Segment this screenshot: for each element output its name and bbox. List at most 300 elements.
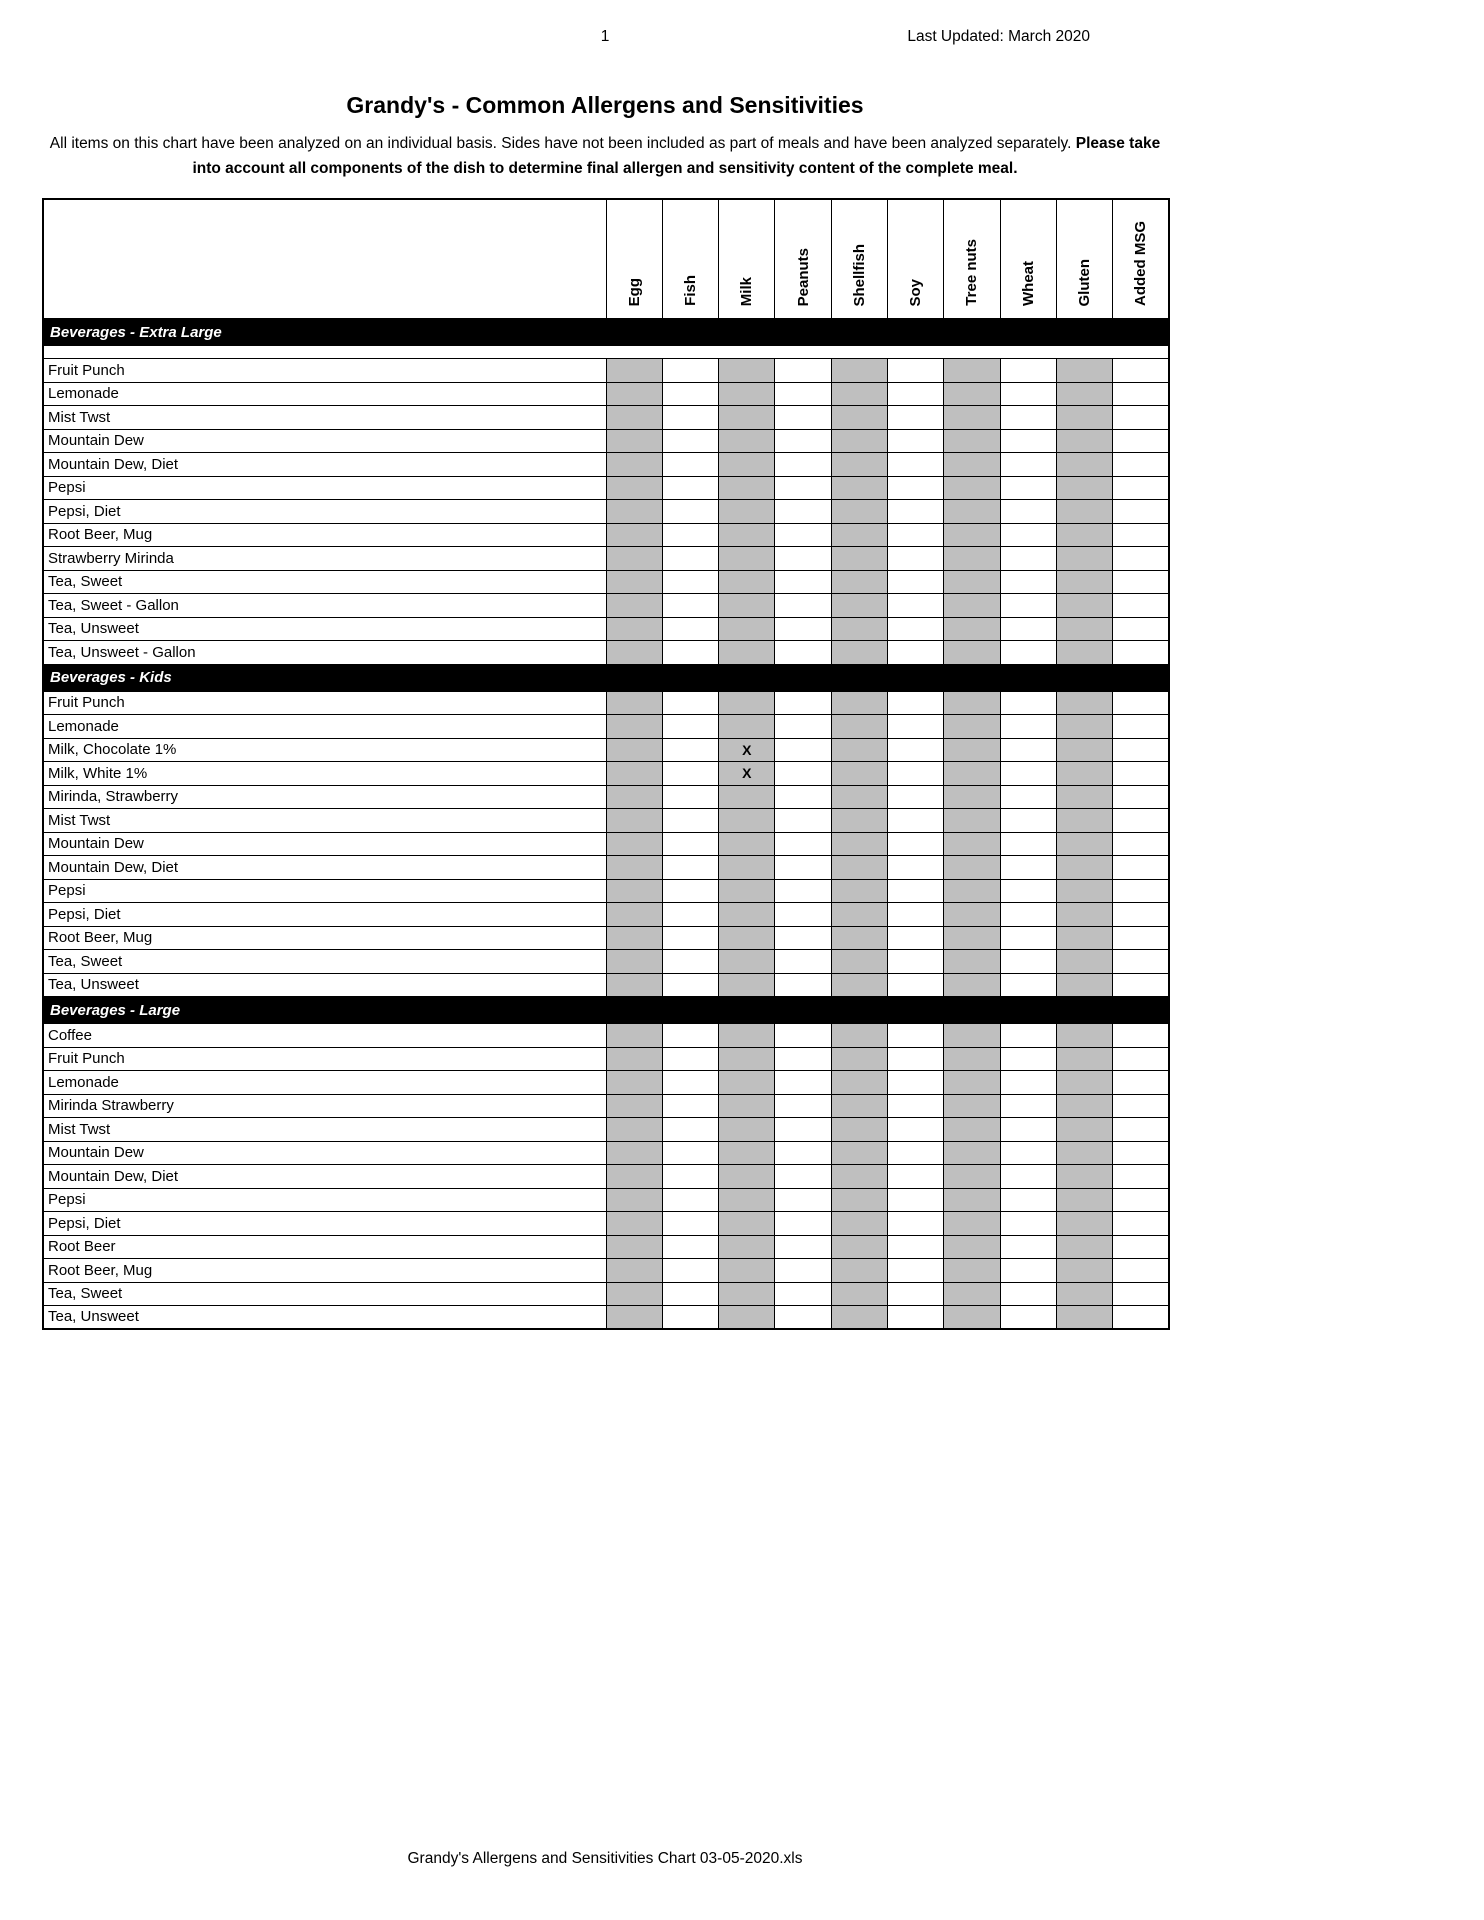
allergen-cell [662, 476, 718, 500]
allergen-cell [1000, 1306, 1056, 1330]
allergen-cell [606, 762, 662, 786]
allergen-cell [1113, 785, 1169, 809]
allergen-cell [719, 1188, 775, 1212]
allergen-cell [606, 617, 662, 641]
allergen-cell [662, 903, 718, 927]
item-name-cell: Milk, White 1% [43, 762, 606, 786]
allergen-cell [887, 1306, 943, 1330]
allergen-cell [1113, 1188, 1169, 1212]
table-row [43, 382, 1169, 406]
table-row [43, 856, 1169, 880]
allergen-cell [1056, 1024, 1112, 1048]
allergen-cell [1113, 1071, 1169, 1095]
allergen-cell [1000, 691, 1056, 715]
table-body [43, 319, 1169, 1330]
allergen-cell [606, 641, 662, 665]
allergen-cell [887, 1212, 943, 1236]
allergen-cell [775, 594, 831, 618]
allergen-cell [662, 406, 718, 430]
column-header-label: Wheat [1019, 261, 1037, 307]
allergen-cell [662, 429, 718, 453]
allergen-cell [887, 1259, 943, 1283]
allergen-cell [887, 547, 943, 571]
allergen-cell [719, 691, 775, 715]
allergen-cell [606, 1118, 662, 1142]
allergen-cell [1113, 594, 1169, 618]
allergen-mark-cell: X [719, 762, 775, 786]
allergen-cell [719, 382, 775, 406]
allergen-cell [606, 691, 662, 715]
allergen-cell [1000, 903, 1056, 927]
table-row [43, 1118, 1169, 1142]
item-name-cell: Mountain Dew, Diet [43, 453, 606, 477]
allergen-cell [1000, 1141, 1056, 1165]
allergen-cell [719, 926, 775, 950]
allergen-cell [775, 738, 831, 762]
allergen-cell [775, 476, 831, 500]
allergen-cell [662, 1141, 718, 1165]
allergen-cell [606, 500, 662, 524]
allergen-cell [1000, 950, 1056, 974]
item-name-cell: Fruit Punch [43, 1047, 606, 1071]
allergen-cell [662, 785, 718, 809]
item-name-cell: Pepsi [43, 1188, 606, 1212]
allergen-cell [944, 1235, 1000, 1259]
item-name-cell: Lemonade [43, 1071, 606, 1095]
item-name-cell: Lemonade [43, 715, 606, 739]
table-row [43, 359, 1169, 383]
allergen-cell [1113, 1306, 1169, 1330]
allergen-cell [606, 1212, 662, 1236]
allergen-cell [1000, 856, 1056, 880]
allergen-cell [606, 523, 662, 547]
item-name-cell: Milk, Chocolate 1% [43, 738, 606, 762]
allergen-cell [887, 926, 943, 950]
item-name-cell: Mountain Dew [43, 429, 606, 453]
footer-filename: Grandy's Allergens and Sensitivities Chart 03-05-2020.xls [407, 1850, 803, 1867]
section-header: Beverages - Kids [43, 664, 1169, 691]
allergen-cell [1113, 856, 1169, 880]
allergen-cell [887, 950, 943, 974]
allergen-cell [1056, 1071, 1112, 1095]
allergen-cell [1113, 570, 1169, 594]
allergen-cell [831, 1094, 887, 1118]
allergen-cell [719, 1282, 775, 1306]
allergen-cell [1000, 926, 1056, 950]
allergen-cell [887, 476, 943, 500]
allergen-cell [887, 429, 943, 453]
allergen-cell [606, 1141, 662, 1165]
allergen-cell [719, 1071, 775, 1095]
allergen-cell [1056, 879, 1112, 903]
allergen-cell [1113, 832, 1169, 856]
allergen-cell [775, 1047, 831, 1071]
section-header-row [43, 997, 1169, 1024]
allergen-cell [662, 1235, 718, 1259]
spacer-cell [43, 346, 1169, 359]
allergen-cell [719, 1165, 775, 1189]
allergen-cell [662, 950, 718, 974]
allergen-cell [606, 785, 662, 809]
item-name-cell: Tea, Unsweet [43, 973, 606, 997]
allergen-cell [662, 1165, 718, 1189]
allergen-cell [887, 691, 943, 715]
allergen-cell [606, 738, 662, 762]
allergen-cell [1113, 1024, 1169, 1048]
allergen-cell [719, 1024, 775, 1048]
allergen-cell [887, 617, 943, 641]
allergen-cell [606, 429, 662, 453]
allergen-cell [1056, 856, 1112, 880]
item-name-cell: Fruit Punch [43, 691, 606, 715]
allergen-cell [831, 1024, 887, 1048]
allergen-cell [662, 1094, 718, 1118]
allergen-cell [775, 879, 831, 903]
allergen-cell [831, 950, 887, 974]
column-header-label: Shellfish [850, 243, 868, 307]
allergen-cell [1000, 617, 1056, 641]
allergen-cell [944, 950, 1000, 974]
allergen-cell [662, 594, 718, 618]
allergen-cell [1000, 453, 1056, 477]
allergen-cell [831, 738, 887, 762]
item-name-cell: Coffee [43, 1024, 606, 1048]
allergen-cell [831, 1212, 887, 1236]
table-row [43, 476, 1169, 500]
allergen-cell [662, 715, 718, 739]
allergen-cell [719, 1259, 775, 1283]
allergen-cell [1056, 809, 1112, 833]
allergen-cell [887, 856, 943, 880]
table-row [43, 809, 1169, 833]
allergen-cell [831, 406, 887, 430]
allergen-cell [944, 453, 1000, 477]
allergen-cell [775, 903, 831, 927]
column-header-soy [887, 199, 943, 319]
allergen-cell [662, 1047, 718, 1071]
allergen-cell [662, 617, 718, 641]
allergen-cell [831, 879, 887, 903]
allergen-cell [831, 547, 887, 571]
allergen-cell [606, 1306, 662, 1330]
item-name-cell: Tea, Unsweet [43, 617, 606, 641]
allergen-cell [606, 359, 662, 383]
allergen-cell [662, 359, 718, 383]
allergen-cell [1000, 429, 1056, 453]
item-name-cell: Tea, Sweet - Gallon [43, 594, 606, 618]
spacer-row [43, 346, 1169, 359]
table-row [43, 523, 1169, 547]
item-name-cell: Root Beer, Mug [43, 926, 606, 950]
allergen-cell [944, 500, 1000, 524]
allergen-cell [1000, 973, 1056, 997]
allergen-cell [719, 617, 775, 641]
allergen-cell [775, 453, 831, 477]
allergen-cell [606, 1188, 662, 1212]
allergen-cell [831, 1071, 887, 1095]
allergen-cell [1056, 1188, 1112, 1212]
allergen-cell [831, 762, 887, 786]
allergen-cell [1113, 1141, 1169, 1165]
allergen-cell [606, 950, 662, 974]
item-name-cell: Mist Twst [43, 809, 606, 833]
table-row [43, 570, 1169, 594]
allergen-cell [944, 691, 1000, 715]
allergen-cell [1113, 359, 1169, 383]
item-name-cell: Mountain Dew, Diet [43, 856, 606, 880]
allergen-cell [887, 1165, 943, 1189]
allergen-cell [944, 1165, 1000, 1189]
allergen-cell [944, 594, 1000, 618]
allergen-cell [1000, 382, 1056, 406]
allergen-cell [1113, 973, 1169, 997]
allergen-cell [775, 359, 831, 383]
allergen-cell [719, 785, 775, 809]
allergen-cell [887, 1047, 943, 1071]
allergen-table [42, 198, 1170, 1331]
table-row [43, 1235, 1169, 1259]
table-row [43, 1141, 1169, 1165]
allergen-cell [1113, 1259, 1169, 1283]
allergen-cell [662, 691, 718, 715]
allergen-cell [662, 762, 718, 786]
allergen-cell [1113, 762, 1169, 786]
allergen-cell [1113, 1165, 1169, 1189]
allergen-cell [719, 950, 775, 974]
allergen-cell [719, 547, 775, 571]
item-name-cell: Pepsi [43, 476, 606, 500]
allergen-cell [1000, 1212, 1056, 1236]
allergen-cell [887, 738, 943, 762]
allergen-cell [662, 382, 718, 406]
intro-text: All items on this chart have been analyzed on an individual basis. Sides have not been included as part of meals and have been analyzed separately. [49, 135, 1076, 152]
allergen-cell [944, 738, 1000, 762]
allergen-cell [944, 809, 1000, 833]
page-header [42, 28, 1168, 48]
allergen-cell [831, 691, 887, 715]
allergen-cell [606, 856, 662, 880]
allergen-cell [1113, 382, 1169, 406]
allergen-cell [831, 641, 887, 665]
allergen-cell [1056, 1212, 1112, 1236]
allergen-cell [1056, 762, 1112, 786]
column-header-peanuts [775, 199, 831, 319]
allergen-cell [831, 973, 887, 997]
allergen-cell [775, 1118, 831, 1142]
allergen-cell [719, 406, 775, 430]
item-name-cell: Fruit Punch [43, 359, 606, 383]
allergen-cell [775, 1306, 831, 1330]
allergen-cell [1113, 691, 1169, 715]
allergen-cell [1000, 832, 1056, 856]
table-row [43, 926, 1169, 950]
allergen-cell [1000, 809, 1056, 833]
allergen-cell [1000, 1165, 1056, 1189]
allergen-cell [944, 1212, 1000, 1236]
allergen-cell [662, 1282, 718, 1306]
allergen-cell [775, 832, 831, 856]
allergen-cell [1113, 500, 1169, 524]
allergen-cell [775, 1141, 831, 1165]
allergen-cell [887, 832, 943, 856]
header-row [43, 199, 1169, 319]
column-header-label: Gluten [1076, 258, 1094, 307]
allergen-cell [887, 809, 943, 833]
allergen-cell [831, 1141, 887, 1165]
allergen-cell [719, 832, 775, 856]
allergen-cell [887, 641, 943, 665]
item-name-cell: Tea, Sweet [43, 950, 606, 974]
allergen-cell [887, 570, 943, 594]
allergen-cell [831, 594, 887, 618]
allergen-cell [887, 1188, 943, 1212]
corner-cell [43, 199, 606, 319]
item-name-cell: Lemonade [43, 382, 606, 406]
allergen-cell [775, 382, 831, 406]
allergen-cell [1056, 453, 1112, 477]
allergen-cell [1056, 382, 1112, 406]
allergen-cell [1000, 1047, 1056, 1071]
allergen-cell [1113, 1094, 1169, 1118]
allergen-cell [831, 715, 887, 739]
allergen-cell [775, 1024, 831, 1048]
allergen-cell [662, 547, 718, 571]
allergen-cell [1000, 1188, 1056, 1212]
allergen-cell [606, 903, 662, 927]
allergen-cell [887, 453, 943, 477]
allergen-cell [1056, 523, 1112, 547]
allergen-cell [831, 523, 887, 547]
allergen-cell [1056, 641, 1112, 665]
allergen-cell [1113, 453, 1169, 477]
item-name-cell: Pepsi, Diet [43, 500, 606, 524]
allergen-cell [944, 903, 1000, 927]
allergen-cell [719, 1306, 775, 1330]
item-name-cell: Pepsi [43, 879, 606, 903]
allergen-cell [1056, 950, 1112, 974]
item-name-cell: Mist Twst [43, 1118, 606, 1142]
allergen-cell [719, 1047, 775, 1071]
table-row [43, 879, 1169, 903]
allergen-cell [719, 359, 775, 383]
allergen-cell [719, 429, 775, 453]
allergen-cell [887, 1094, 943, 1118]
table-row [43, 1212, 1169, 1236]
allergen-cell [887, 406, 943, 430]
allergen-cell [1113, 406, 1169, 430]
table-row [43, 738, 1169, 762]
column-header-label: Milk [738, 276, 756, 307]
item-name-cell: Root Beer, Mug [43, 523, 606, 547]
allergen-cell [1056, 570, 1112, 594]
allergen-cell [775, 926, 831, 950]
table-header [43, 199, 1169, 319]
item-name-cell: Strawberry Mirinda [43, 547, 606, 571]
table-row [43, 641, 1169, 665]
allergen-cell [719, 1094, 775, 1118]
allergen-cell [775, 809, 831, 833]
allergen-cell [1113, 1212, 1169, 1236]
allergen-cell [1056, 429, 1112, 453]
item-name-cell: Root Beer [43, 1235, 606, 1259]
allergen-cell [606, 594, 662, 618]
item-name-cell: Tea, Unsweet - Gallon [43, 641, 606, 665]
allergen-cell [831, 476, 887, 500]
allergen-cell [719, 856, 775, 880]
allergen-cell [606, 832, 662, 856]
allergen-cell [606, 809, 662, 833]
allergen-cell [1113, 547, 1169, 571]
allergen-cell [1113, 809, 1169, 833]
allergen-cell [1113, 429, 1169, 453]
table-row [43, 617, 1169, 641]
allergen-cell [1113, 476, 1169, 500]
allergen-cell [662, 641, 718, 665]
allergen-cell [719, 641, 775, 665]
allergen-cell [662, 738, 718, 762]
allergen-cell [831, 1165, 887, 1189]
allergen-cell [775, 1165, 831, 1189]
allergen-cell [944, 1047, 1000, 1071]
table-row [43, 1071, 1169, 1095]
allergen-cell [662, 809, 718, 833]
allergen-cell [719, 523, 775, 547]
table-row [43, 691, 1169, 715]
allergen-cell [944, 1306, 1000, 1330]
document-title: Grandy's - Common Allergens and Sensitivities [346, 92, 864, 118]
table-row [43, 973, 1169, 997]
allergen-cell [1056, 1118, 1112, 1142]
item-name-cell: Mirinda, Strawberry [43, 785, 606, 809]
allergen-cell [831, 832, 887, 856]
table-row [43, 715, 1169, 739]
table-row [43, 785, 1169, 809]
allergen-cell [1113, 879, 1169, 903]
allergen-cell [887, 879, 943, 903]
allergen-cell [1056, 973, 1112, 997]
allergen-cell [887, 1071, 943, 1095]
allergen-cell [719, 570, 775, 594]
allergen-cell [944, 973, 1000, 997]
allergen-cell [1000, 547, 1056, 571]
allergen-cell [887, 973, 943, 997]
allergen-cell [944, 1094, 1000, 1118]
allergen-cell [944, 1259, 1000, 1283]
allergen-cell [1056, 832, 1112, 856]
allergen-cell [1113, 1235, 1169, 1259]
allergen-cell [606, 973, 662, 997]
allergen-cell [1056, 617, 1112, 641]
allergen-cell [944, 832, 1000, 856]
allergen-cell [944, 617, 1000, 641]
allergen-cell [1056, 1259, 1112, 1283]
allergen-cell [662, 500, 718, 524]
allergen-cell [775, 429, 831, 453]
allergen-cell [887, 1118, 943, 1142]
allergen-cell [1113, 1282, 1169, 1306]
allergen-cell [606, 1282, 662, 1306]
column-header-fish [662, 199, 718, 319]
allergen-cell [606, 1259, 662, 1283]
allergen-cell [662, 1118, 718, 1142]
allergen-cell [887, 903, 943, 927]
page-content [42, 0, 1168, 1330]
allergen-cell [944, 762, 1000, 786]
allergen-cell [887, 1282, 943, 1306]
allergen-cell [1113, 641, 1169, 665]
allergen-cell [719, 453, 775, 477]
column-header-label: Added MSG [1132, 221, 1150, 307]
